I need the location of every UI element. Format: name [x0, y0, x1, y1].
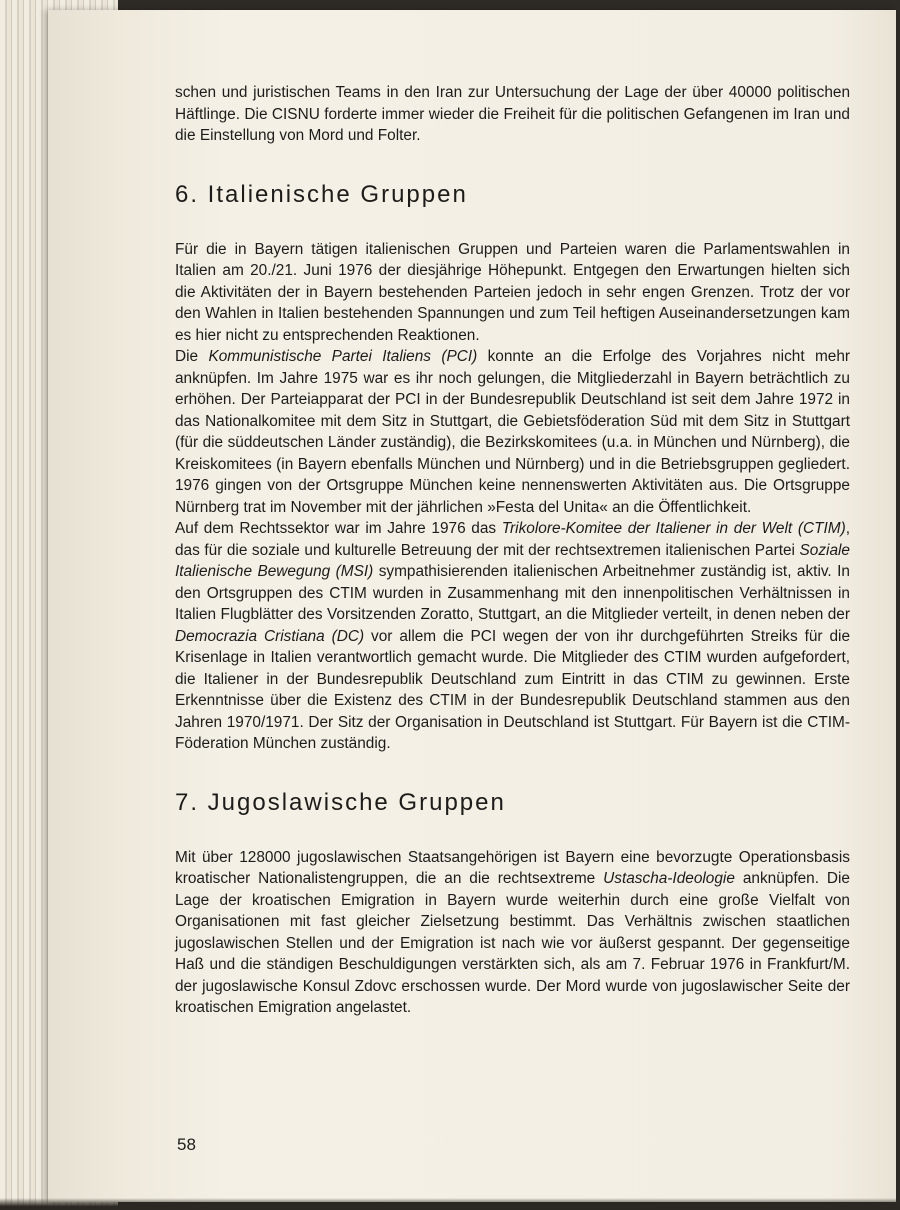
text-run: Die	[175, 348, 209, 365]
scan-bottom-shadow	[0, 1198, 900, 1210]
page-body	[175, 82, 850, 1019]
emphasis-dc: Democrazia Cristiana (DC)	[175, 627, 365, 645]
text-run: sympathisierenden italienischen Arbeitnehmer zuständig ist, aktiv. In den Ortsgruppen des CTIM wurden in Zusammenhang mit den innenpolitischen Verhältnissen in Italien Flugblätter des Vorsitzenden Zoratto, Stuttgart, an die Mitglieder verteilt, in denen neben der	[175, 563, 850, 623]
text-run: , das für die soziale und kulturelle Betreuung der mit der rechtsextremen italienischen Partei	[175, 520, 850, 559]
text-run: Mit über 128000 jugoslawischen Staatsangehörigen ist Bayern eine bevorzugte Operationsbasis kroatischer Nationalistengruppen, die an die rechtsextreme	[175, 848, 850, 887]
section-6-paragraph-2	[175, 346, 850, 518]
text-run: vor allem die PCI wegen der von ihr durchgeführten Streiks für die Krisenlage in Italien verantwortlich gemacht wurde. Die Mitglieder des CTIM wurden aufgefordert, die Italiener in der Bundesrepublik Deutschland zum Eintritt in das CTIM zu gewinnen. Erste Erkenntnisse über die Existenz des CTIM in der Bundesrepublik Deutschland stammen aus den Jahren 1970/1971. Der Sitz der Organisation in Deutschland ist Stuttgart. Für Bayern ist die CTIM-Föderation München zuständig.	[175, 627, 850, 752]
page-number: 58	[177, 1135, 196, 1154]
intro-paragraph: schen und juristischen Teams in den Iran zur Untersuchung der Lage der über 40000 politischen Häftlinge. Die CISNU forderte immer wieder die Freiheit für die politischen Gefangenen im Iran und die Einstellung von Mord und Folter.	[175, 84, 850, 144]
section-6-paragraph-3	[175, 518, 850, 755]
section-6-paragraph-1: Für die in Bayern tätigen italienischen Gruppen und Parteien waren die Parlamentswahlen in Italien am 20./21. Juni 1976 der diesjährige Höhepunkt. Entgegen den Erwartungen hielten sich die Aktivitäten der in Bayern bestehenden Parteien jedoch in sehr engen Grenzen. Trotz der vor den Wahlen in Italien bestehenden Spannungen und zum Teil heftigen Auseinandersetzungen kam es hier nicht zu entsprechenden Reaktionen.	[175, 240, 850, 344]
emphasis-ctim: Trikolore-Komitee der Italiener in der Welt (CTIM)	[501, 520, 846, 537]
emphasis-msi: Soziale Italienische Bewegung (MSI)	[175, 541, 850, 580]
section-6-heading: 6. Italienische Gruppen	[175, 180, 468, 208]
section-7-heading: 7. Jugoslawische Gruppen	[175, 788, 506, 816]
emphasis-pci: Kommunistische Partei Italiens (PCI)	[208, 348, 478, 365]
emphasis-ustascha: Ustascha-Ideologie	[603, 870, 735, 887]
section-7-paragraph-1	[175, 847, 850, 1019]
text-run: Auf dem Rechtssektor war im Jahre 1976 das	[175, 520, 502, 537]
text-run: anknüpfen. Die Lage der kroatischen Emigration in Bayern wurde weiterhin durch eine große Vielfalt von Organisationen mit fast gleicher Zielsetzung bestimmt. Das Verhältnis zwischen staatlichen jugoslawischen Stellen und der Emigration ist nach wie vor äußerst gespannt. Der gegenseitige Haß und die ständigen Beschuldigungen verstärkten sich, als am 7. Februar 1976 in Frankfurt/M. der jugoslawische Konsul Zdovc erschossen wurde. Der Mord wurde von jugoslawischer Seite der kroatischen Emigration angelastet.	[175, 870, 850, 1016]
text-run: konnte an die Erfolge des Vorjahres nicht mehr anknüpfen. Im Jahre 1975 war es ihr noch gelungen, die Mitgliederzahl in Bayern beträchtlich zu erhöhen. Der Parteiapparat der PCI in der Bundesrepublik Deutschland ist seit dem Jahre 1972 in das Nationalkomitee mit dem Sitz in Stuttgart, die Gebietsföderation Süd mit dem Sitz in Stuttgart (für die süddeutschen Länder zuständig), die Bezirkskomitees (u.a. in München und Nürnberg), die Kreiskomitees (in Bayern ebenfalls München und Nürnberg) und in die Betriebsgruppen gegliedert. 1976 gingen von der Ortsgruppe München keine nennenswerten Aktivitäten aus. Die Ortsgruppe Nürnberg trat im November mit der jährlichen »Festa del Unita« an die Öffentlichkeit.	[175, 348, 851, 516]
